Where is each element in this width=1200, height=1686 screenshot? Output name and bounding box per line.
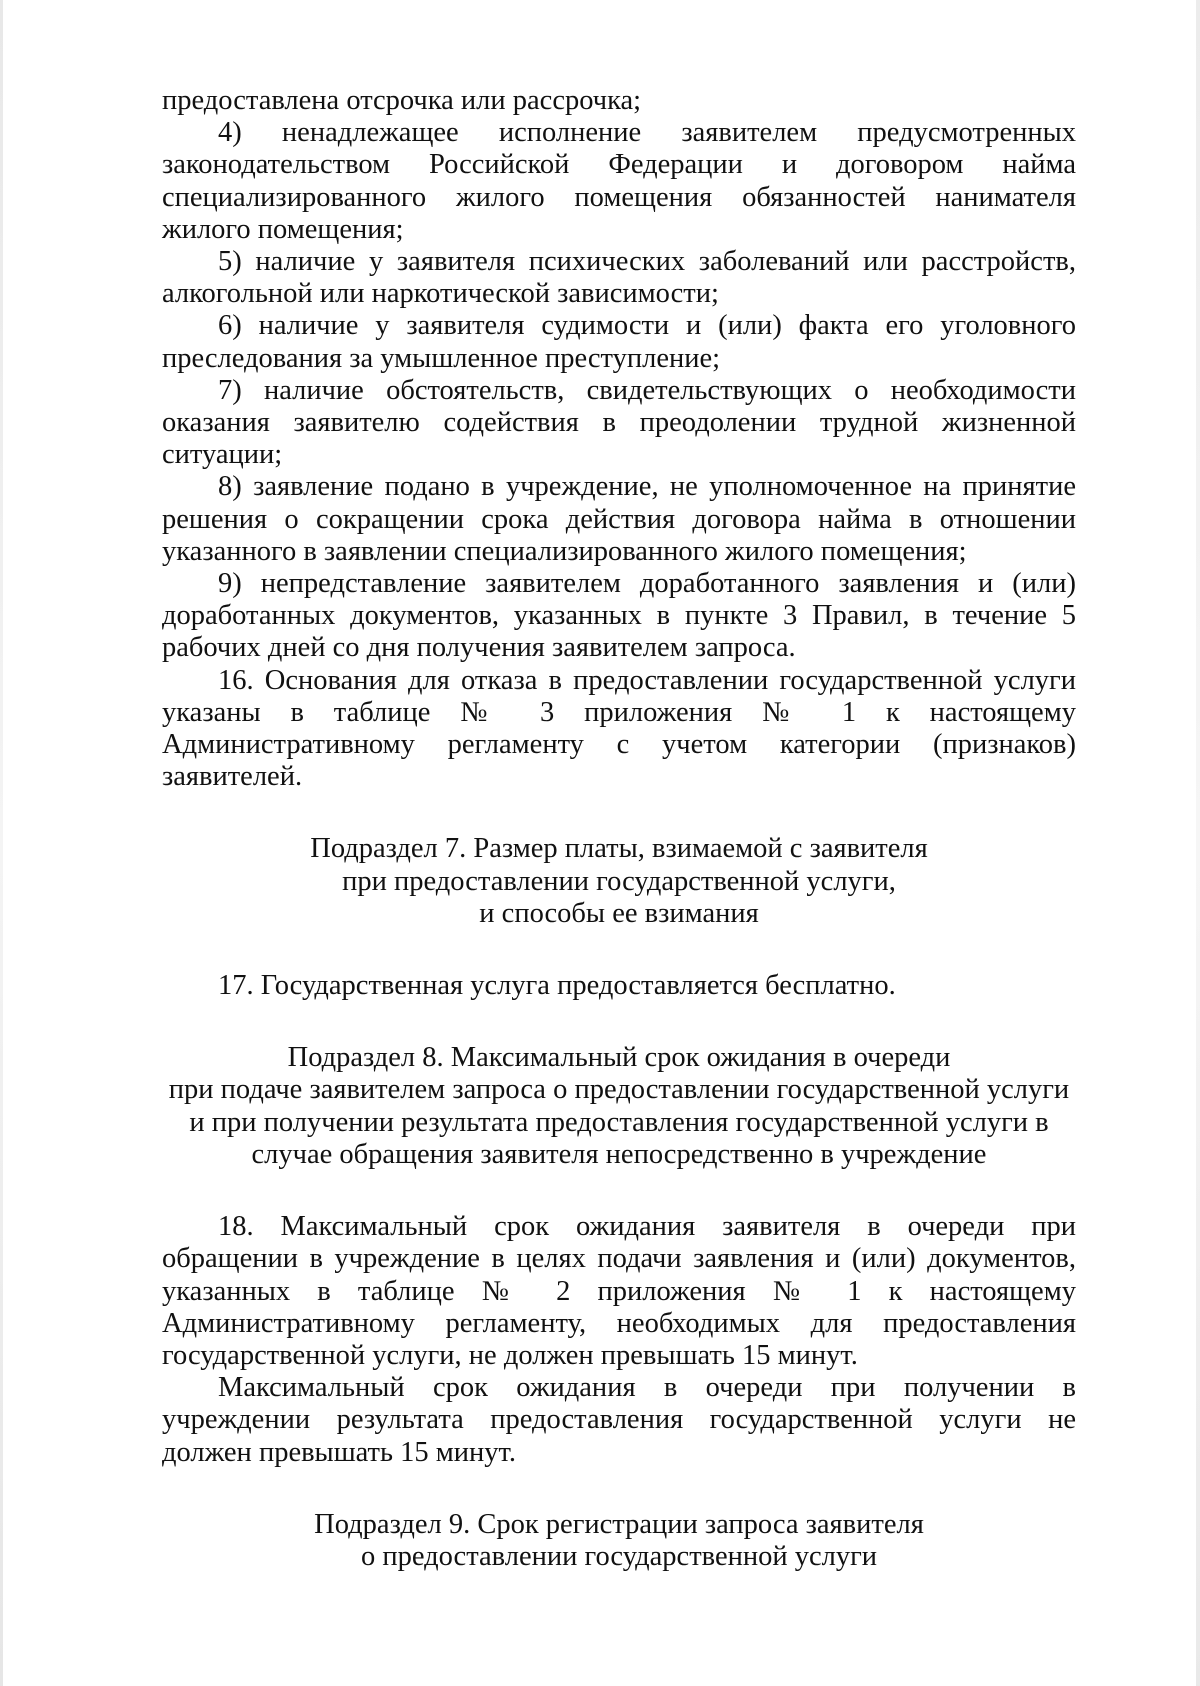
paragraph-item-8: 8) заявление подано в учреждение, не уполномоченное на принятие решения о сокращении срока действия договора найма в отношении указанного в заявлении специализированного жилого помещения; [162, 471, 1076, 567]
section-9-heading-line: о предоставлении государственной услуги [360, 1540, 878, 1572]
section-7-heading [162, 833, 1076, 930]
paragraph-item-9: 9) непредставление заявителем доработанного заявления и (или) доработанных документов, указанных в пункте 3 Правил, в течение 5 рабочих дней со дня получения заявителем запроса. [162, 568, 1076, 664]
paragraph-item-6: 6) наличие у заявителя судимости и (или) факта его уголовного преследования за умышленное преступление; [162, 310, 1076, 374]
scan-edge-right [1196, 0, 1200, 1686]
paragraph-item-5: 5) наличие у заявителя психических заболеваний или расстройств, алкогольной или наркотической зависимости; [162, 246, 1076, 310]
section-8-heading-line: Подраздел 8. Максимальный срок ожидания в очереди [287, 1042, 951, 1074]
section-9-heading [162, 1509, 1076, 1573]
section-8-heading-line: случае обращения заявителя непосредственно в учреждение [251, 1138, 987, 1170]
scan-edge-left [0, 0, 3, 1686]
paragraph-item-4: 4) ненадлежащее исполнение заявителем предусмотренных законодательством Российской Федерации и договором найма специализированного жилого помещения обязанностей нанимателя жилого помещения; [162, 117, 1076, 245]
paragraph-17: 17. Государственная услуга предоставляется бесплатно. [218, 970, 896, 1002]
paragraph-18-continued: Максимальный срок ожидания в очереди при получении в учреждении результата предоставления государственной услуги не должен превышать 15 минут. [162, 1372, 1076, 1468]
section-8-heading-line: при подаче заявителем запроса о предоставлении государственной услуги [168, 1074, 1070, 1106]
paragraph-continuation: предоставлена отсрочка или рассрочка; [162, 85, 642, 116]
section-7-heading-line: при предоставлении государственной услуги, [342, 865, 896, 897]
section-8-heading-line: и при получении результата предоставления государственной услуги в [189, 1106, 1049, 1138]
section-7-heading-line: Подраздел 7. Размер платы, взимаемой с заявителя [310, 833, 928, 865]
document-page [162, 85, 1076, 1573]
paragraph-item-7: 7) наличие обстоятельств, свидетельствующих о необходимости оказания заявителю содействия в преодолении трудной жизненной ситуации; [162, 374, 1076, 471]
paragraph-18: 18. Максимальный срок ожидания заявителя в очереди при обращении в учреждение в целях подачи заявления и (или) документов, указанных в таблице № 2 приложения № 1 к настоящему Административному регламенту, необходимых для предоставления государственной услуги, не должен превышать 15 минут. [162, 1211, 1076, 1371]
section-7-heading-line: и способы ее взимания [479, 897, 759, 929]
section-9-heading-line: Подраздел 9. Срок регистрации запроса заявителя [314, 1508, 924, 1540]
paragraph-16: 16. Основания для отказа в предоставлении государственной услуги указаны в таблице № 3 приложения № 1 к настоящему Административному регламенту с учетом категории (признаков) заявителей. [162, 664, 1076, 793]
section-8-heading [162, 1042, 1076, 1171]
